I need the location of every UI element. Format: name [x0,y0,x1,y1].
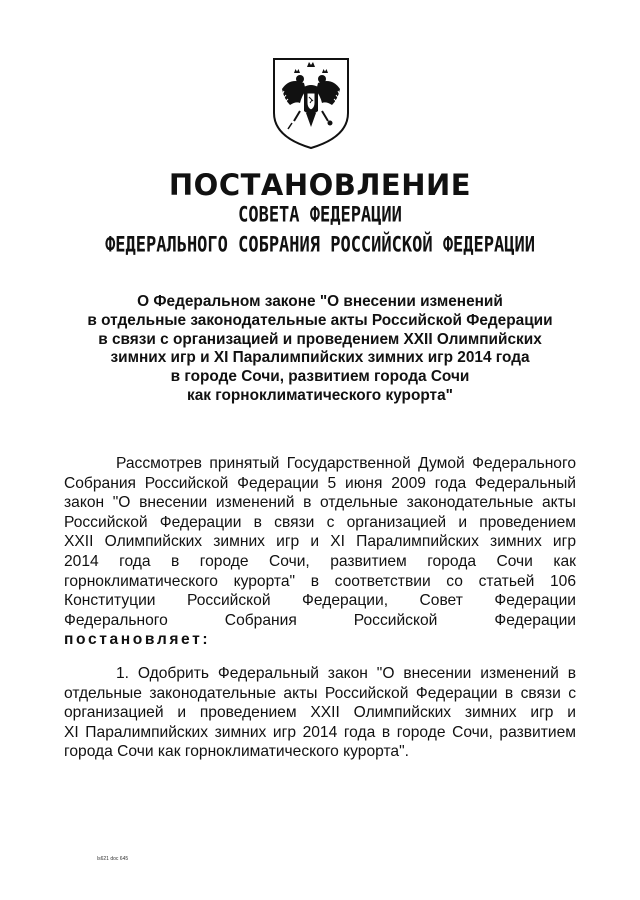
heading-line: в отдельные законодательные акты Российской Федерации [87,311,553,329]
heading-line: О Федеральном законе "О внесении изменений [137,293,503,310]
paragraph-line: отдельные законодательные акты Российской Федерации в связи с [64,684,576,702]
paragraph-line: Рассмотрев принятый Государственной Думой Федерального [116,455,576,472]
heading-line: в городе Сочи, развитием города Сочи [170,368,470,386]
paragraph-line: 1. Одобрить Федеральный закон "О внесении изменений в [116,665,576,682]
coat-of-arms-icon [270,55,352,151]
paragraph-line: города Сочи как горноклиматического курорта". [64,743,409,761]
heading-line: в связи с организацией и проведением XXII Олимпийских [98,330,542,348]
document-subtitle-line1: СОВЕТА ФЕДЕРАЦИИ [238,202,402,228]
paragraph-line: XI Паралимпийских зимних игр 2014 года в городе Сочи, развитием [64,723,576,741]
paragraph-line: Федерального Собрания Российской Федерации [64,611,576,629]
heading-line: как горноклиматического курорта" [187,386,453,404]
document-subtitle-line2: ФЕДЕРАЛЬНОГО СОБРАНИЯ РОССИЙСКОЙ ФЕДЕРАЦИИ [105,232,535,258]
paragraph-line: организацией и проведением XXII Олимпийских зимних игр и [64,704,576,722]
heading-line: зимних игр и XI Паралимпийских зимних игр 2014 года [110,349,530,367]
paragraph-line: Собрания Российской Федерации 5 июня 2009 года Федеральный [64,474,576,492]
footer-code: ls621 doc 645 [97,856,129,862]
resolves-word: постановляет: [64,631,211,649]
item-1-paragraph [64,664,576,762]
paragraph-line: Конституции Российской Федерации, Совет Федерации [64,592,576,610]
document-heading [60,293,580,406]
paragraph-line: Российской Федерации в связи с организацией и проведением [64,513,576,531]
document-title: ПОСТАНОВЛЕНИЕ [168,168,472,202]
paragraph-line: XXII Олимпийских зимних игр и XI Паралимпийских зимних игр [64,533,576,551]
paragraph-line: закон "О внесении изменений в отдельные законодательные акты [64,494,576,512]
preamble-paragraph [64,454,576,650]
paragraph-line: 2014 года в городе Сочи, развитием города Сочи как [64,552,576,570]
paragraph-line: горноклиматического курорта" в соответствии со статьей 106 [64,572,576,590]
